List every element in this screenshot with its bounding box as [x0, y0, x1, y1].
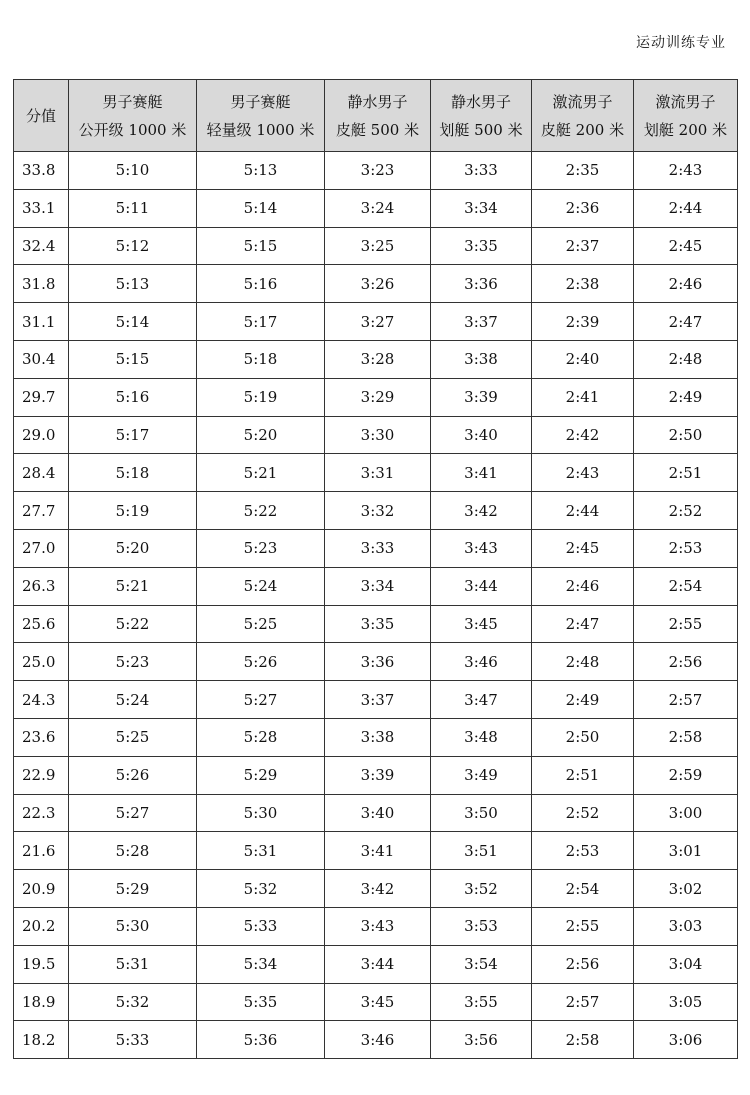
time-cell: 5:13 — [69, 265, 197, 303]
time-cell: 2:48 — [634, 340, 738, 378]
time-cell: 3:05 — [634, 983, 738, 1021]
time-cell: 5:15 — [197, 227, 325, 265]
time-cell: 2:53 — [634, 529, 738, 567]
table-row — [14, 378, 738, 416]
table-row — [14, 832, 738, 870]
time-cell: 3:45 — [431, 605, 532, 643]
time-cell: 3:01 — [634, 832, 738, 870]
score-cell: 32.4 — [14, 227, 69, 265]
time-cell: 5:30 — [197, 794, 325, 832]
table-row — [14, 454, 738, 492]
time-cell: 2:55 — [634, 605, 738, 643]
time-cell: 2:44 — [532, 492, 634, 530]
time-cell: 3:24 — [325, 189, 431, 227]
time-cell: 2:43 — [634, 152, 738, 190]
time-cell: 5:25 — [197, 605, 325, 643]
time-cell: 5:21 — [69, 567, 197, 605]
time-cell: 3:33 — [325, 529, 431, 567]
score-cell: 20.2 — [14, 907, 69, 945]
time-cell: 2:46 — [634, 265, 738, 303]
time-cell: 5:23 — [69, 643, 197, 681]
column-header-rowing-lightweight-1000m — [197, 80, 325, 152]
time-cell: 3:36 — [325, 643, 431, 681]
time-cell: 3:34 — [431, 189, 532, 227]
time-cell: 3:37 — [431, 303, 532, 341]
time-cell: 5:29 — [69, 870, 197, 908]
time-cell: 5:28 — [197, 718, 325, 756]
time-cell: 2:58 — [634, 718, 738, 756]
time-cell: 2:51 — [532, 756, 634, 794]
time-cell: 3:40 — [325, 794, 431, 832]
column-header-line2: 皮艇 500 米 — [335, 120, 420, 139]
column-header-score — [14, 80, 69, 152]
time-cell: 3:36 — [431, 265, 532, 303]
time-cell: 3:27 — [325, 303, 431, 341]
time-cell: 2:52 — [532, 794, 634, 832]
time-cell: 3:38 — [325, 718, 431, 756]
time-cell: 5:35 — [197, 983, 325, 1021]
time-cell: 3:29 — [325, 378, 431, 416]
time-cell: 3:43 — [431, 529, 532, 567]
time-cell: 5:31 — [197, 832, 325, 870]
time-cell: 2:38 — [532, 265, 634, 303]
time-cell: 5:28 — [69, 832, 197, 870]
time-cell: 5:26 — [197, 643, 325, 681]
time-cell: 5:31 — [69, 945, 197, 983]
time-cell: 2:35 — [532, 152, 634, 190]
time-cell: 2:40 — [532, 340, 634, 378]
time-cell: 3:46 — [431, 643, 532, 681]
time-cell: 2:42 — [532, 416, 634, 454]
column-header-line1: 静水男子 — [450, 92, 511, 111]
column-header-line1: 男子赛艇 — [230, 92, 291, 111]
time-cell: 2:45 — [634, 227, 738, 265]
time-cell: 3:55 — [431, 983, 532, 1021]
time-cell: 3:37 — [325, 681, 431, 719]
time-cell: 5:16 — [69, 378, 197, 416]
time-cell: 5:26 — [69, 756, 197, 794]
time-cell: 2:57 — [532, 983, 634, 1021]
score-cell: 22.3 — [14, 794, 69, 832]
score-cell: 29.0 — [14, 416, 69, 454]
column-header-line1: 激流男子 — [655, 92, 716, 111]
time-cell: 2:55 — [532, 907, 634, 945]
time-cell: 5:19 — [197, 378, 325, 416]
time-cell: 3:00 — [634, 794, 738, 832]
time-cell: 5:17 — [69, 416, 197, 454]
time-cell: 3:53 — [431, 907, 532, 945]
column-header-line2: 划艇 500 米 — [439, 120, 523, 139]
score-cell: 31.1 — [14, 303, 69, 341]
time-cell: 3:40 — [431, 416, 532, 454]
time-cell: 3:47 — [431, 681, 532, 719]
time-cell: 3:06 — [634, 1021, 738, 1059]
time-cell: 5:22 — [197, 492, 325, 530]
score-cell: 27.7 — [14, 492, 69, 530]
time-cell: 5:16 — [197, 265, 325, 303]
table-row — [14, 152, 738, 190]
column-header-line2: 划艇 200 米 — [643, 120, 728, 139]
time-cell: 2:56 — [532, 945, 634, 983]
time-cell: 5:25 — [69, 718, 197, 756]
time-cell: 3:41 — [325, 832, 431, 870]
time-cell: 2:54 — [532, 870, 634, 908]
time-cell: 5:17 — [197, 303, 325, 341]
time-cell: 2:54 — [634, 567, 738, 605]
time-cell: 2:47 — [634, 303, 738, 341]
time-cell: 3:56 — [431, 1021, 532, 1059]
time-cell: 5:13 — [197, 152, 325, 190]
time-cell: 3:35 — [431, 227, 532, 265]
time-cell: 2:39 — [532, 303, 634, 341]
score-cell: 20.9 — [14, 870, 69, 908]
column-header-slalom-kayak-200m — [532, 80, 634, 152]
table-row — [14, 983, 738, 1021]
table-row — [14, 567, 738, 605]
time-cell: 5:27 — [69, 794, 197, 832]
time-cell: 3:48 — [431, 718, 532, 756]
time-cell: 3:35 — [325, 605, 431, 643]
time-cell: 3:42 — [431, 492, 532, 530]
time-cell: 3:50 — [431, 794, 532, 832]
time-cell: 3:23 — [325, 152, 431, 190]
time-cell: 2:49 — [634, 378, 738, 416]
time-cell: 2:36 — [532, 189, 634, 227]
time-cell: 2:57 — [634, 681, 738, 719]
score-cell: 33.1 — [14, 189, 69, 227]
time-cell: 3:25 — [325, 227, 431, 265]
time-cell: 2:43 — [532, 454, 634, 492]
column-header-line2: 皮艇 200 米 — [540, 120, 625, 139]
score-cell: 21.6 — [14, 832, 69, 870]
time-cell: 5:27 — [197, 681, 325, 719]
time-cell: 3:02 — [634, 870, 738, 908]
table-row — [14, 681, 738, 719]
time-cell: 5:20 — [69, 529, 197, 567]
table-row — [14, 492, 738, 530]
table-row — [14, 605, 738, 643]
time-cell: 5:22 — [69, 605, 197, 643]
time-cell: 3:39 — [431, 378, 532, 416]
time-cell: 3:38 — [431, 340, 532, 378]
time-cell: 5:33 — [197, 907, 325, 945]
time-cell: 2:58 — [532, 1021, 634, 1059]
column-header-slalom-canoe-200m — [634, 80, 738, 152]
time-cell: 5:14 — [69, 303, 197, 341]
time-cell: 5:21 — [197, 454, 325, 492]
time-cell: 5:30 — [69, 907, 197, 945]
table-row — [14, 1021, 738, 1059]
table-body — [14, 152, 738, 1059]
time-cell: 3:33 — [431, 152, 532, 190]
score-cell: 27.0 — [14, 529, 69, 567]
time-cell: 2:45 — [532, 529, 634, 567]
table-row — [14, 340, 738, 378]
time-cell: 3:46 — [325, 1021, 431, 1059]
time-cell: 3:45 — [325, 983, 431, 1021]
score-cell: 29.7 — [14, 378, 69, 416]
score-cell: 18.9 — [14, 983, 69, 1021]
score-cell: 23.6 — [14, 718, 69, 756]
time-cell: 2:50 — [532, 718, 634, 756]
time-cell: 3:31 — [325, 454, 431, 492]
time-cell: 3:28 — [325, 340, 431, 378]
table-row — [14, 416, 738, 454]
score-cell: 18.2 — [14, 1021, 69, 1059]
score-cell: 25.0 — [14, 643, 69, 681]
time-cell: 2:52 — [634, 492, 738, 530]
column-header-line1: 分值 — [25, 106, 56, 125]
table-row — [14, 870, 738, 908]
time-cell: 2:41 — [532, 378, 634, 416]
score-cell: 25.6 — [14, 605, 69, 643]
time-cell: 5:29 — [197, 756, 325, 794]
time-cell: 2:51 — [634, 454, 738, 492]
score-cell: 31.8 — [14, 265, 69, 303]
time-cell: 5:10 — [69, 152, 197, 190]
time-cell: 5:23 — [197, 529, 325, 567]
time-cell: 2:47 — [532, 605, 634, 643]
score-cell: 28.4 — [14, 454, 69, 492]
table-row — [14, 945, 738, 983]
time-cell: 5:12 — [69, 227, 197, 265]
time-cell: 3:43 — [325, 907, 431, 945]
time-cell: 2:46 — [532, 567, 634, 605]
table-row — [14, 189, 738, 227]
time-cell: 5:32 — [69, 983, 197, 1021]
table-row — [14, 794, 738, 832]
time-cell: 2:50 — [634, 416, 738, 454]
time-cell: 5:33 — [69, 1021, 197, 1059]
time-cell: 3:04 — [634, 945, 738, 983]
time-cell: 2:59 — [634, 756, 738, 794]
score-cell: 33.8 — [14, 152, 69, 190]
time-cell: 5:18 — [197, 340, 325, 378]
table-row — [14, 718, 738, 756]
time-cell: 3:39 — [325, 756, 431, 794]
time-cell: 3:41 — [431, 454, 532, 492]
column-header-flatwater-kayak-500m — [325, 80, 431, 152]
time-cell: 3:03 — [634, 907, 738, 945]
time-cell: 2:37 — [532, 227, 634, 265]
column-header-rowing-open-1000m — [69, 80, 197, 152]
time-cell: 5:14 — [197, 189, 325, 227]
time-cell: 5:15 — [69, 340, 197, 378]
time-cell: 5:34 — [197, 945, 325, 983]
time-cell: 5:24 — [69, 681, 197, 719]
score-cell: 22.9 — [14, 756, 69, 794]
column-header-line1: 男子赛艇 — [102, 92, 163, 111]
time-cell: 3:44 — [431, 567, 532, 605]
time-cell: 5:36 — [197, 1021, 325, 1059]
table-row — [14, 907, 738, 945]
table-row — [14, 227, 738, 265]
time-cell: 3:26 — [325, 265, 431, 303]
score-cell: 19.5 — [14, 945, 69, 983]
time-cell: 3:51 — [431, 832, 532, 870]
table-header-row — [14, 80, 738, 152]
column-header-line1: 激流男子 — [552, 92, 613, 111]
table-row — [14, 303, 738, 341]
time-cell: 5:20 — [197, 416, 325, 454]
time-cell: 2:44 — [634, 189, 738, 227]
time-cell: 3:34 — [325, 567, 431, 605]
column-header-line1: 静水男子 — [347, 92, 408, 111]
table-row — [14, 529, 738, 567]
time-cell: 3:52 — [431, 870, 532, 908]
table-row — [14, 756, 738, 794]
score-cell: 24.3 — [14, 681, 69, 719]
time-cell: 5:19 — [69, 492, 197, 530]
time-cell: 2:49 — [532, 681, 634, 719]
time-cell: 3:49 — [431, 756, 532, 794]
page-header-label: 运动训练专业 — [636, 35, 726, 51]
column-header-flatwater-canoe-500m — [431, 80, 532, 152]
time-cell: 5:32 — [197, 870, 325, 908]
time-cell: 3:42 — [325, 870, 431, 908]
score-table — [13, 79, 738, 1059]
time-cell: 3:32 — [325, 492, 431, 530]
score-cell: 30.4 — [14, 340, 69, 378]
time-cell: 2:48 — [532, 643, 634, 681]
column-header-line2: 公开级 1000 米 — [78, 120, 187, 139]
time-cell: 3:30 — [325, 416, 431, 454]
score-cell: 26.3 — [14, 567, 69, 605]
time-cell: 2:56 — [634, 643, 738, 681]
time-cell: 5:11 — [69, 189, 197, 227]
table-row — [14, 265, 738, 303]
time-cell: 3:54 — [431, 945, 532, 983]
column-header-line2: 轻量级 1000 米 — [206, 120, 315, 139]
table-row — [14, 643, 738, 681]
time-cell: 2:53 — [532, 832, 634, 870]
time-cell: 5:18 — [69, 454, 197, 492]
time-cell: 5:24 — [197, 567, 325, 605]
time-cell: 3:44 — [325, 945, 431, 983]
